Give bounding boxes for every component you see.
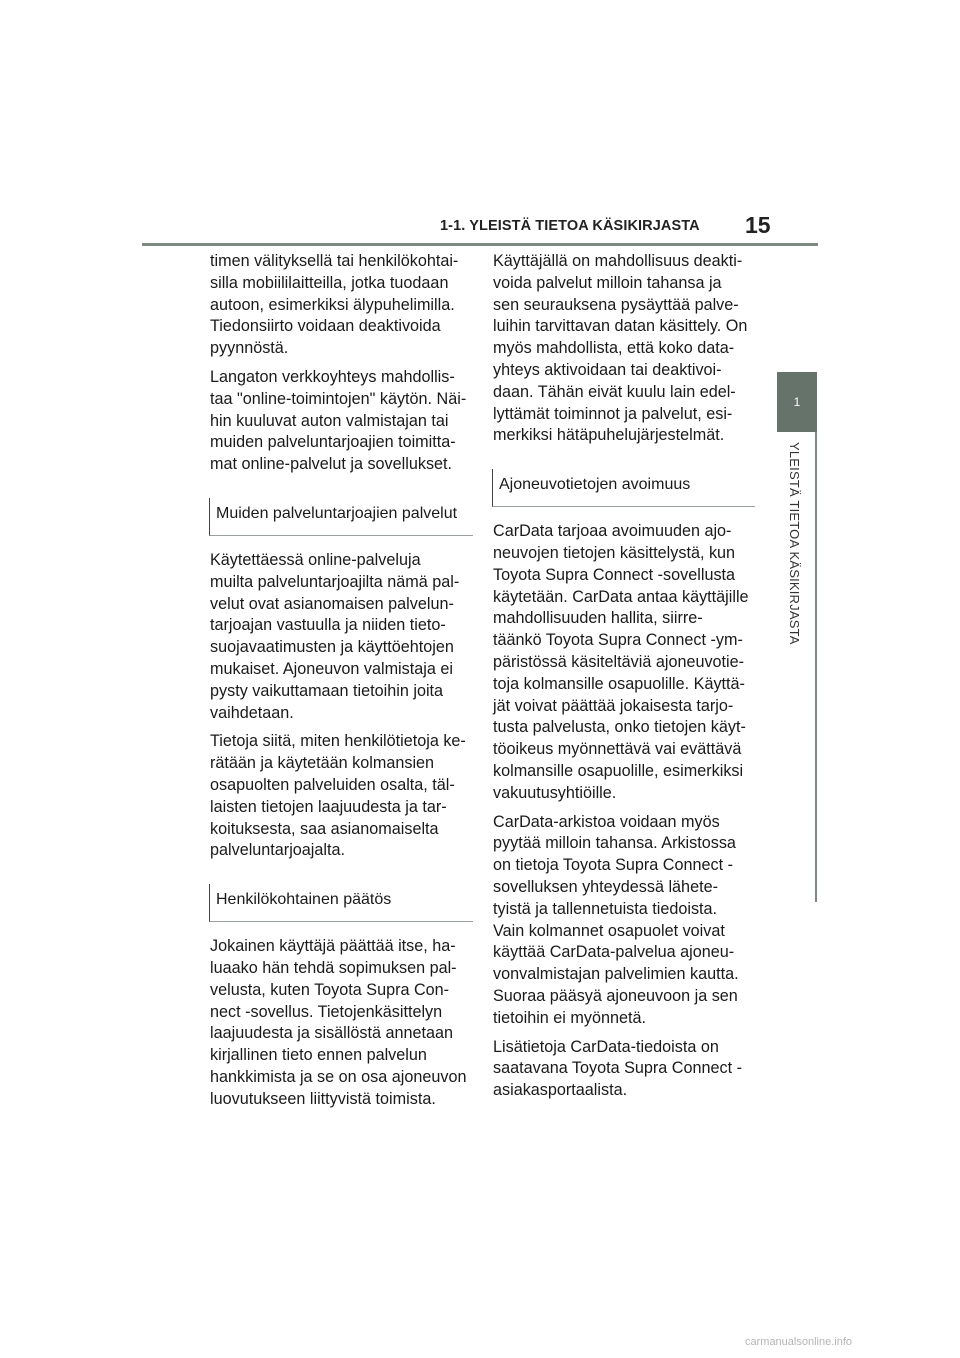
paragraph: Käytettäessä online-palveluja muilta palveluntarjoajilta nämä pal- velut ovat asianomaisen palvelun- tarjoajan vastuulla ja niiden tieto- suojavaatimusten ja käyttöehtojen mukaiset. Ajoneuvon valmistaja ei pysty vaikuttamaan tietoihin joita vaihdetaan. bbox=[210, 550, 460, 722]
paragraph: CarData tarjoaa avoimuuden ajo- neuvojen tietojen käsittelystä, kun Toyota Supra Connect -sovellusta käytetään. CarData antaa käyttäjille mahdollisuuden hallita, siirre- täänkö Toyota Supra Connect -ym- päristössä käsiteltäviä ajoneuvotie- toja kolmansille osapuolille. Käyttä- jät voivat päättää jokaisesta tarjo- tusta palvelusta, onko tietojen käyt- töoikeus myönnettävä vai evättävä kolmansille osapuolille, esimerkiksi vakuutusyhtiöille. bbox=[493, 522, 749, 802]
section-title: 1-1. YLEISTÄ TIETOA KÄSIKIRJASTA bbox=[440, 218, 700, 234]
paragraph: Langaton verkkoyhteys mahdollis- taa "online-toimintojen" käytön. Näi- hin kuuluvat auton valmistajan tai muiden palveluntarjoajien toimitta- mat online-palvelut ja sovellukset. bbox=[210, 367, 467, 474]
chapter-tab-rule bbox=[815, 432, 817, 902]
paragraph: Jokainen käyttäjä päättää itse, ha- luaako hän tehdä sopimuksen pal- velusta, kuten Toyota Supra Con- nect -sovellus. Tietojenkäsittelyn laajuudesta ja sisällöstä annetaan kirjallinen tieto ennen palvelun hankkimista ja se on osa ajoneuvon luovutukseen liittyvistä toimista. bbox=[210, 937, 467, 1108]
chapter-title: YLEISTÄ TIETOA KÄSIKIRJASTA bbox=[787, 442, 802, 645]
left-column bbox=[210, 251, 472, 1118]
header-rule bbox=[142, 243, 818, 246]
chapter-tab bbox=[777, 372, 817, 432]
subheading-vehicle-data-transparency: Ajoneuvotietojen avoimuus bbox=[492, 469, 755, 507]
paragraph: Käyttäjällä on mahdollisuus deakti- voida palvelut milloin tahansa ja sen seurauksena pysäyttää palve- luihin tarvittavan datan käsittely. On myös mahdollista, että koko data- yhteys aktivoidaan tai deaktivoi- daan. Tähän eivät kuulu lain edel- lyttämät toiminnot ja palvelut, esi- merkiksi hätäpuhelujärjestelmät. bbox=[493, 252, 748, 445]
watermark: carmanualsonline.info bbox=[745, 1336, 853, 1348]
paragraph: timen välityksellä tai henkilökohtai- silla mobiililaitteilla, jotka tuodaan autoon, esimerkiksi älypuhelimilla. Tiedonsiirto voidaan deaktivoida pyynnöstä. bbox=[210, 252, 459, 358]
paragraph: Lisätietoja CarData-tiedoista on saatavana Toyota Supra Connect - asiakasportaalista. bbox=[493, 1037, 742, 1100]
page-number: 15 bbox=[745, 212, 771, 238]
chapter-number: 1 bbox=[793, 395, 801, 409]
paragraph: Tietoja siitä, miten henkilötietoja ke- rätään ja käytetään kolmansien osapuolten palveluiden osalta, täl- laisten tietojen laajuudesta ja tar- koituksesta, saa asianomaiselta palveluntarjoajalta. bbox=[210, 732, 466, 860]
subheading-personal-decision: Henkilökohtainen päätös bbox=[209, 884, 473, 922]
paragraph: CarData-arkistoa voidaan myös pyytää milloin tahansa. Arkistossa on tietoja Toyota Supra Connect - sovelluksen yhteydessä lähete- tyistä ja tallennetuista tiedoista. Vain kolmannet osapuolet voivat käyttää CarData-palvelua ajoneu- vonvalmistajan palvelimien kautta. Suoraa pääsyä ajoneuvoon ja sen tietoihin ei myönnetä. bbox=[493, 812, 739, 1027]
right-column bbox=[493, 251, 755, 1109]
subheading-other-providers: Muiden palveluntarjoajien palvelut bbox=[209, 498, 473, 536]
